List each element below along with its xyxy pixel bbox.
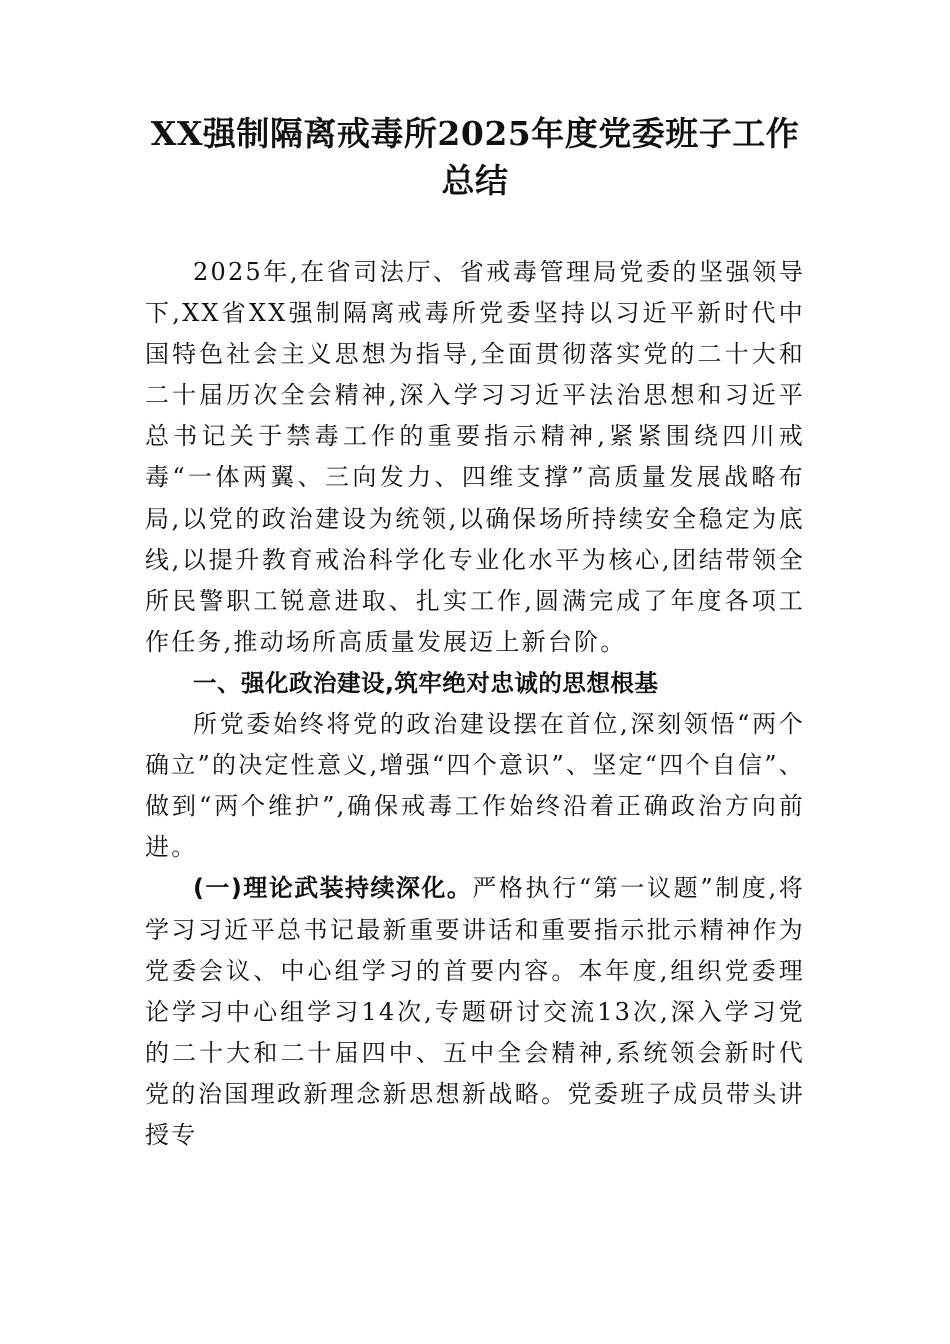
subsection-paragraph (145, 868, 805, 1156)
section-heading: 一、强化政治建设,筑牢绝对忠诚的思想根基 (193, 668, 659, 697)
subsection-lead: (一)理论武装持续深化。 (193, 874, 473, 903)
document-body (145, 252, 805, 1156)
section-paragraph: 所党委始终将党的政治建设摆在首位,深刻领悟“两个确立”的决定性意义,增强“四个意识”、坚定“四个自信”、做到“两个维护”,确保戒毒工作始终沿着正确政治方向前进。 (145, 710, 805, 862)
subsection-text: 严格执行“第一议题”制度,将学习习近平总书记最新重要讲话和重要指示批示精神作为党委会议、中心组学习的首要内容。本年度,组织党委理论学习中心组学习14次,专题研讨交流13次,深入学习党的二十大和二十届四中、五中全会精神,系统领会新时代党的治国理政新理念新思想新战略。党委班子成员带头讲授专 (145, 874, 806, 1149)
document-title: XX强制隔离戒毒所2025年度党委班子工作总结 (150, 114, 800, 200)
intro-paragraph: 2025年,在省司法厅、省戒毒管理局党委的坚强领导下,XX省XX强制隔离戒毒所党委坚持以习近平新时代中国特色社会主义思想为指导,全面贯彻落实党的二十大和二十届历次全会精神,深入学习习近平法治思想和习近平总书记关于禁毒工作的重要指示精神,紧紧围绕四川戒毒“一体两翼、三向发力、四维支撑”高质量发展战略布局,以党的政治建设为统领,以确保场所持续安全稳定为底线,以提升教育戒治科学化专业化水平为核心,团结带领全所民警职工锐意进取、扎实工作,圆满完成了年度各项工作任务,推动场所高质量发展迈上新台阶。 (145, 258, 805, 656)
